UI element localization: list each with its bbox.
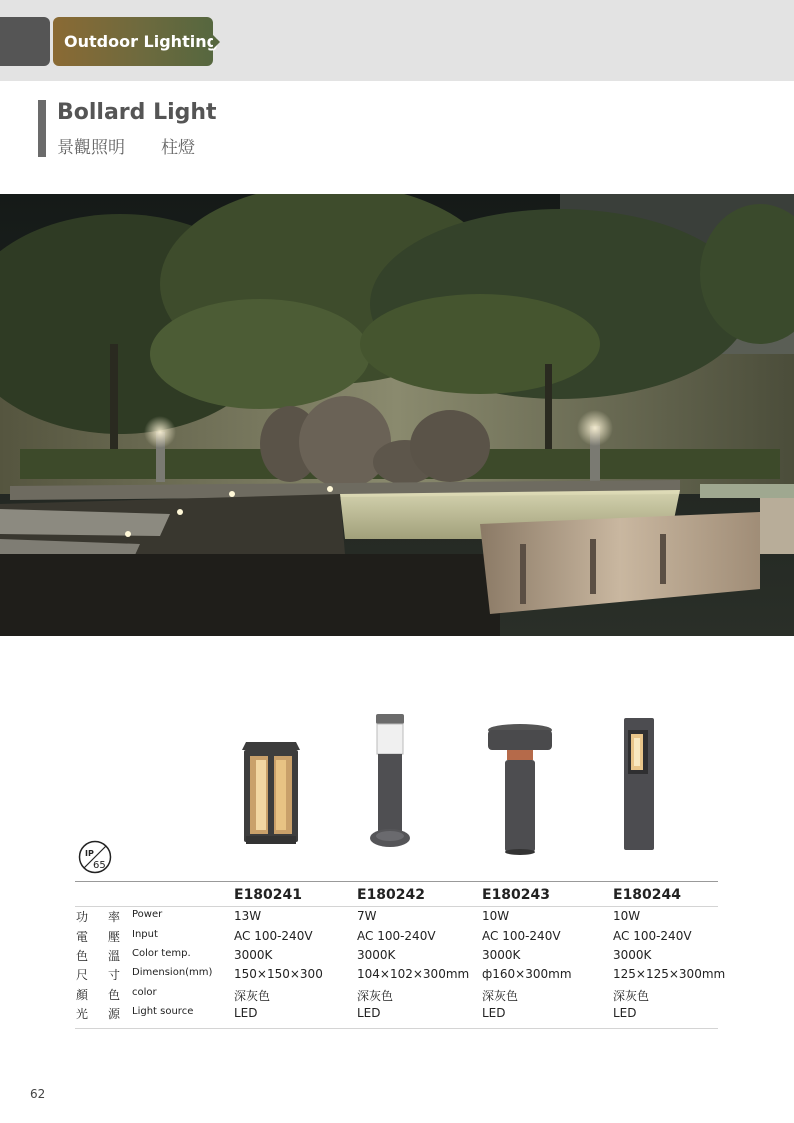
spec-cell: LED <box>482 1006 506 1020</box>
spec-label-zh-b: 率 <box>108 910 121 924</box>
spec-cell: AC 100-240V <box>482 929 561 943</box>
spec-label-zh-b: 溫 <box>108 949 121 963</box>
subtitle-zh-2: 柱燈 <box>161 138 195 158</box>
spec-label-zh-b: 寸 <box>108 968 121 982</box>
spec-cell: 深灰色 <box>357 989 394 1003</box>
spec-label-zh <box>76 928 132 945</box>
title-accent-bar <box>38 100 46 157</box>
spec-cell: 3000K <box>234 948 273 962</box>
spec-label-zh <box>76 986 132 1003</box>
spec-label-en: Light source <box>132 1006 194 1017</box>
spec-label-zh-a: 功 <box>76 910 89 924</box>
spec-cell: LED <box>357 1006 381 1020</box>
page-title: Bollard Light <box>57 100 217 125</box>
spec-label-zh <box>76 966 132 983</box>
spec-cell: 13W <box>234 909 262 923</box>
spec-label-zh-a: 色 <box>76 949 89 963</box>
ip-prefix: IP <box>85 849 94 858</box>
spec-label-en: Input <box>132 929 158 940</box>
spec-cell: AC 100-240V <box>357 929 436 943</box>
spec-label-zh-a: 尺 <box>76 968 89 982</box>
model-header: E180243 <box>482 887 551 903</box>
spec-cell: ф160×300mm <box>482 967 572 981</box>
model-header: E180241 <box>234 887 303 903</box>
spec-table-header-rule <box>75 906 718 907</box>
spec-label-zh-a: 電 <box>76 930 89 944</box>
spec-cell: 10W <box>482 909 510 923</box>
spec-cell: 10W <box>613 909 641 923</box>
page-subtitle <box>57 133 195 158</box>
spec-label-zh-a: 顏 <box>76 988 89 1002</box>
spec-cell: LED <box>234 1006 258 1020</box>
product-image-e180244 <box>620 716 658 852</box>
spec-label-en: Color temp. <box>132 948 191 959</box>
spec-label-en: Power <box>132 909 163 920</box>
spec-cell: 104×102×300mm <box>357 967 470 981</box>
page-number: 62 <box>30 1087 46 1101</box>
spec-table-bottom-rule <box>75 1028 718 1029</box>
spec-cell: 深灰色 <box>482 989 519 1003</box>
spec-label-zh <box>76 908 132 925</box>
section-tab: Outdoor Lighting <box>53 17 213 66</box>
spec-label-en: color <box>132 987 157 998</box>
spec-cell: 7W <box>357 909 377 923</box>
garden-night-photo <box>0 194 794 636</box>
product-image-e180242 <box>368 712 412 854</box>
ip65-icon <box>78 840 112 874</box>
model-header: E180242 <box>357 887 426 903</box>
spec-cell: 3000K <box>482 948 521 962</box>
spec-cell: AC 100-240V <box>613 929 692 943</box>
spec-label-zh-b: 色 <box>108 988 121 1002</box>
spec-label-zh-a: 光 <box>76 1007 89 1021</box>
model-header: E180244 <box>613 887 682 903</box>
spec-table-top-rule <box>75 881 718 882</box>
product-image-e180243 <box>485 722 555 858</box>
spec-cell: 3000K <box>613 948 652 962</box>
spec-cell: 深灰色 <box>613 989 650 1003</box>
product-image-e180241 <box>240 738 302 846</box>
spec-label-zh <box>76 947 132 964</box>
spec-cell: 150×150×300 <box>234 967 323 981</box>
ip-value: 65 <box>93 860 106 871</box>
spec-cell: 深灰色 <box>234 989 271 1003</box>
spec-cell: LED <box>613 1006 637 1020</box>
subtitle-zh-1: 景觀照明 <box>57 138 125 158</box>
spec-label-zh-b: 壓 <box>108 930 121 944</box>
spec-cell: AC 100-240V <box>234 929 313 943</box>
spec-cell: 125×125×300mm <box>613 967 726 981</box>
spec-label-en: Dimension(mm) <box>132 967 213 978</box>
spec-label-zh-b: 源 <box>108 1007 121 1021</box>
spec-label-zh <box>76 1005 132 1022</box>
header-tab-dark <box>0 17 50 66</box>
spec-cell: 3000K <box>357 948 396 962</box>
